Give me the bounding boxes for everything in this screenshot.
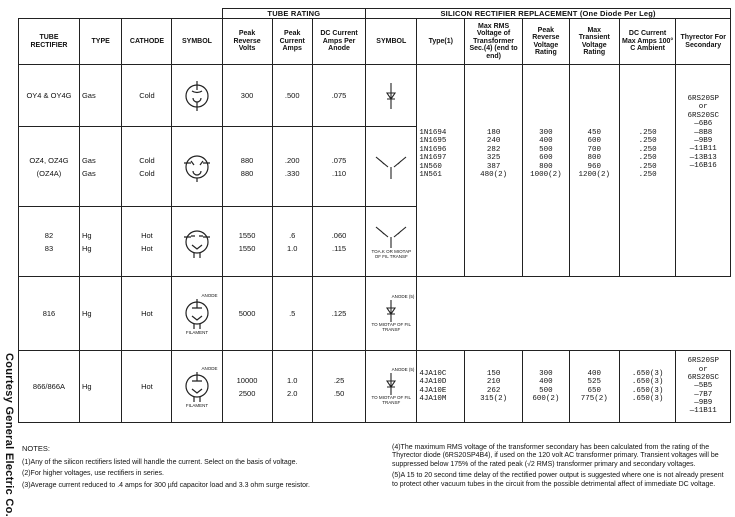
si-dc: .650(3) [631, 369, 664, 378]
tube-symbol-cell [172, 65, 222, 127]
si-dc: .650(3) [631, 378, 664, 387]
si-prv: 800 [539, 162, 553, 171]
si-types-bottom [417, 351, 465, 423]
si-prv: 500 [539, 386, 553, 395]
amps-cell: .5 [272, 277, 312, 351]
si-transient: 800 [587, 154, 602, 163]
header-symbol: SYMBOL [172, 19, 222, 65]
group-silicon: SILICON RECTIFIER REPLACEMENT (One Diode Per Leg) [366, 9, 731, 19]
si-rms-bottom [465, 351, 523, 423]
si-type: 1N1695 [419, 137, 447, 146]
note-1: (1)Any of the silicon rectifiers listed will handle the current. Select on the basis of voltage. [22, 459, 298, 466]
si-rms-mid [465, 65, 523, 277]
type-cell: Gas Gas [79, 127, 121, 207]
si-dc: .250 [638, 145, 657, 154]
note-2: (2)For higher voltages, use rectifiers in series. [22, 470, 164, 478]
table-row [19, 351, 731, 423]
type-cell: Hg Hg [79, 207, 121, 277]
si-dc: .650(3) [631, 386, 664, 395]
header-max-rms: Max RMS Voltage of Transformer Sec.(4) (end to end) [465, 19, 523, 65]
diode-y-icon [373, 153, 409, 181]
header-dc-current: DC Current Amps Per Anode [312, 19, 365, 65]
thyrector: 6RS20SC [687, 111, 719, 120]
volts-cell: 880 880 [222, 127, 272, 207]
si-prv: 500 [539, 145, 553, 154]
si-type: 1N1694 [419, 129, 447, 137]
si-transient-mid [569, 65, 619, 277]
amps-cell: .6 1.0 [272, 207, 312, 277]
si-rms: 325 [486, 154, 501, 163]
si-type: 1N560 [419, 162, 442, 171]
si-prv: 400 [539, 137, 553, 146]
si-rms: 282 [486, 145, 501, 154]
diode-y-icon [373, 224, 409, 250]
si-rms: 262 [486, 386, 501, 395]
si-type: 4JA10M [419, 394, 447, 403]
table-row [19, 65, 731, 127]
si-prv-mid [522, 65, 569, 277]
si-symbol-note: TO MIOTAP OF FIL TRANSF [371, 322, 412, 332]
amps-cell: .500 [272, 65, 312, 127]
si-prv: 1000(2) [530, 170, 562, 179]
thyrector: or [698, 365, 708, 374]
volts-cell: 10000 2500 [222, 351, 272, 423]
cathode-cell: Cold Cold [122, 127, 172, 207]
header-cathode: CATHODE [122, 19, 172, 65]
si-dc: .650(3) [631, 394, 664, 403]
diode-anode-icon [384, 299, 398, 323]
thyrector: —11B11 [689, 145, 717, 154]
amps-cell: .200 .330 [272, 127, 312, 207]
si-symbol-cell [366, 65, 417, 127]
type-cell: Hg [79, 351, 121, 423]
tube-cell: 82 83 [19, 207, 80, 277]
notes-left [22, 444, 367, 493]
si-transient: 600 [587, 137, 602, 146]
si-dc: .250 [638, 154, 657, 163]
header-type-2: Type(1) [417, 19, 465, 65]
filament-label: FILAMENT [185, 402, 209, 408]
si-types-mid [417, 65, 465, 277]
tube-cell: OZ4, OZ4G (OZ4A) [19, 127, 80, 207]
diode-anode-icon [384, 372, 398, 396]
thyrector: 6RS20SP [687, 357, 719, 366]
note-5: (5)A 15 to 20 second time delay of the rectified power output is suggested where one is not already present to protect other vacuum tubes in the circuit from the possible detrimental affect of immediate DC voltage. [392, 472, 724, 488]
si-rms: 180 [486, 129, 501, 137]
si-symbol-note: TO MIOTAP OF FIL TRANSF [371, 395, 412, 405]
header-dc-current-max: DC Current Max Amps 100° C Ambient [619, 19, 676, 65]
credit-text: Courtesy General Electric Co. [3, 353, 15, 517]
si-transient: 1200(2) [578, 170, 611, 179]
group-tube-rating: TUBE RATING [222, 9, 366, 19]
header-max-transient: Max Transient Voltage Rating [569, 19, 619, 65]
si-thyrector-mid [676, 65, 731, 277]
rectifier-table [18, 8, 731, 423]
si-type: 4JA10C [419, 369, 447, 378]
thyrector: —5B5 [694, 382, 713, 391]
thyrector: —7B7 [694, 390, 713, 399]
type-cell: Hg [79, 277, 121, 351]
cathode-cell: Hot [122, 277, 172, 351]
si-dc: .250 [638, 170, 657, 179]
si-rms: 315(2) [480, 394, 508, 403]
type-cell: Gas [79, 65, 121, 127]
si-prv: 600 [539, 154, 553, 163]
si-prv: 300 [539, 129, 553, 137]
cathode-cell: Hot [122, 351, 172, 423]
si-type: 1N561 [419, 170, 442, 179]
anode-label: ANODE [201, 365, 218, 371]
si-rms: 480(2) [480, 170, 508, 179]
si-transient: 525 [587, 378, 602, 387]
thyrector: —6B6 [694, 120, 713, 129]
header-symbol-2: SYMBOL [366, 19, 417, 65]
anode-label: ANODE [201, 292, 218, 298]
si-rms: 240 [486, 137, 501, 146]
si-anode-label: ANODE (5) [391, 294, 415, 300]
si-dc: .250 [638, 129, 657, 137]
si-symbol-cell [366, 351, 417, 423]
cathode-cell: Hot Hot [122, 207, 172, 277]
si-transient: 700 [587, 145, 602, 154]
volts-cell: 5000 [222, 277, 272, 351]
note-4: (4)The maximum RMS voltage of the transformer secondary has been calculated from the rating of the Thyrector diode (6RS20SP4B4), if used on the 120 volt AC transformer primary. Transient voltages will be suppressed below 175% of the rated peak (√2 RMS) transformer primary and secondary voltages. [392, 444, 719, 468]
thyrector: —13B13 [689, 153, 717, 162]
full-wave-hot-cathode-icon [181, 225, 213, 259]
header-type: TYPE [79, 19, 121, 65]
dc-cell: .075 .110 [312, 127, 365, 207]
diode-series-icon [384, 81, 398, 111]
thyrector: —8B8 [694, 128, 713, 137]
header-peak-current: Peak Current Amps [272, 19, 312, 65]
si-dc-mid [619, 65, 676, 277]
thyrector: —9B9 [694, 399, 713, 408]
volts-cell: 1550 1550 [222, 207, 272, 277]
dc-cell: .25 .50 [312, 351, 365, 423]
si-type: 4JA10D [419, 378, 447, 387]
thyrector: —9B9 [694, 136, 713, 145]
si-transient: 400 [587, 369, 602, 378]
si-prv: 300 [539, 369, 553, 378]
si-dc-bottom [619, 351, 676, 423]
header-tube-rectifier: TUBE RECTIFIER [19, 19, 80, 65]
si-dc: .250 [638, 162, 657, 171]
dc-cell: .075 [312, 65, 365, 127]
si-thyrector-bottom [676, 351, 731, 423]
header-peak-reverse-rating: Peak Reverse Voltage Rating [522, 19, 569, 65]
thyrector: —11B11 [689, 407, 717, 416]
si-symbol-cell [366, 207, 417, 277]
si-transient-bottom [569, 351, 619, 423]
si-anode-label: ANODE (5) [391, 367, 415, 373]
tube-symbol-cell [172, 277, 222, 351]
dc-cell: .125 [312, 277, 365, 351]
half-wave-hot-cathode-icon [182, 298, 212, 330]
si-dc: .250 [638, 137, 657, 146]
tube-cell: OY4 & OY4G [19, 65, 80, 127]
tube-cell: 816 [19, 277, 80, 351]
si-rms: 387 [486, 162, 501, 171]
tube-symbol-cell [172, 351, 222, 423]
si-symbol-cell [366, 277, 417, 351]
credit-sidebar [2, 353, 16, 517]
si-rms: 210 [486, 378, 501, 387]
si-rms: 150 [486, 369, 501, 378]
tube-symbol-cell [172, 207, 222, 277]
filament-label: FILAMENT [185, 329, 209, 335]
si-symbol-cell [366, 127, 417, 207]
si-transient: 775(2) [580, 394, 608, 403]
si-type: 4JA10E [419, 386, 447, 395]
volts-cell: 300 [222, 65, 272, 127]
thyrector: 6RS20SP [687, 95, 719, 103]
si-type: 1N1696 [419, 145, 447, 154]
thyrector: 6RS20SC [687, 373, 719, 382]
amps-cell: 1.0 2.0 [272, 351, 312, 423]
half-wave-hot-cathode-icon [182, 371, 212, 403]
si-symbol-note: TOA.K OR MIOTAP OF FIL TRANSF [371, 248, 412, 259]
si-prv: 600(2) [532, 394, 560, 403]
header-peak-reverse-volts: Peak Reverse Volts [222, 19, 272, 65]
header-thyrector: Thyrector For Secondary [676, 19, 731, 65]
si-transient: 450 [587, 129, 602, 137]
dc-cell: .060 .115 [312, 207, 365, 277]
notes-heading: NOTES: [22, 444, 50, 453]
table-row [19, 277, 731, 351]
full-wave-cold-cathode-icon [181, 151, 213, 183]
note-3: (3)Average current reduced to .4 amps for 300 µfd capacitor load and 3.3 ohm surge resistor. [22, 481, 310, 489]
si-type: 1N1697 [419, 154, 447, 163]
thyrector: or [698, 103, 708, 112]
si-transient: 960 [587, 162, 602, 171]
thyrector: —16B16 [689, 162, 717, 171]
si-transient: 650 [587, 386, 602, 395]
tube-cell: 866/866A [19, 351, 80, 423]
tube-symbol-cell [172, 127, 222, 207]
si-prv-bottom [522, 351, 569, 423]
notes-right [392, 444, 730, 492]
cold-cathode-diode-icon [182, 79, 212, 113]
cathode-cell: Cold [122, 65, 172, 127]
si-prv: 400 [539, 378, 553, 387]
